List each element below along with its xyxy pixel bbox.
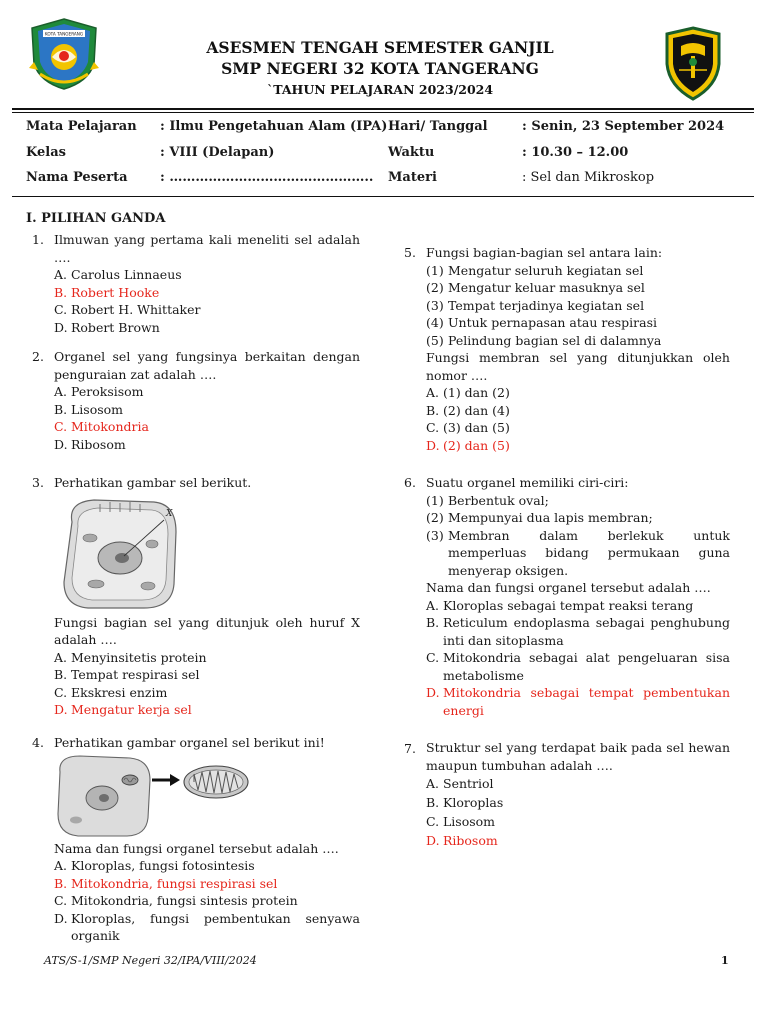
option-b[interactable]: B. Reticulum endoplasma sebagai penghubung inti dan sitoplasma xyxy=(426,615,730,648)
option-b[interactable]: B. (2) dan (4) xyxy=(426,402,510,418)
option-d[interactable]: D. Kloroplas, fungsi pembentukan senyawa organik xyxy=(54,910,360,943)
school-name: SMP NEGERI 32 KOTA TANGERANG xyxy=(221,59,539,78)
question-4 xyxy=(32,734,360,945)
time-value: : 10.30 – 12.00 xyxy=(522,145,629,160)
option-c[interactable]: C. Lisosom xyxy=(426,814,496,829)
question-text-after: Nama dan fungsi organel tersebut adalah …. xyxy=(54,840,339,856)
trait-1: (1) Berbentuk oval; xyxy=(426,492,549,508)
option-c[interactable]: C. Ekskresi enzim xyxy=(54,684,168,700)
question-number: 5. xyxy=(404,245,416,260)
exam-title: ASESMEN TENGAH SEMESTER GANJIL xyxy=(206,38,554,57)
question-3 xyxy=(32,474,360,719)
page-number: 1 xyxy=(721,954,729,967)
svg-text:X: X xyxy=(166,508,173,519)
statement-2: (2) Mengatur keluar masuknya sel xyxy=(426,280,645,295)
topic-value: : Sel dan Mikroskop xyxy=(522,170,655,185)
option-c[interactable]: C. Mitokondria, fungsi sintesis protein xyxy=(54,893,298,908)
option-a[interactable]: A. Kloroplas sebagai tempat reaksi terang xyxy=(426,597,694,613)
question-5 xyxy=(404,244,730,454)
option-c-correct[interactable]: C. Mitokondria xyxy=(54,419,149,434)
section-title: I. PILIHAN GANDA xyxy=(26,211,166,226)
option-d-correct[interactable]: D. Mengatur kerja sel xyxy=(54,702,192,717)
question-text: Ilmuwan yang pertama kali meneliti sel adalah …. xyxy=(54,232,360,265)
date-value: : Senin, 23 September 2024 xyxy=(522,119,725,134)
option-b[interactable]: B. Lisosom xyxy=(54,401,124,417)
statement-1: (1) Mengatur seluruh kegiatan sel xyxy=(426,262,644,278)
option-a[interactable]: A. Carolus Linnaeus xyxy=(54,267,182,282)
option-a[interactable]: A. Peroksisom xyxy=(54,384,144,399)
option-d[interactable]: D. Robert Brown xyxy=(54,319,160,335)
question-text: Perhatikan gambar sel berikut. xyxy=(54,475,252,490)
question-number: 2. xyxy=(32,349,44,364)
option-d-correct[interactable]: D. Mitokondria sebagai tempat pembentukan energi xyxy=(426,685,730,718)
option-b-correct[interactable]: B. Mitokondria, fungsi respirasi sel xyxy=(54,875,278,891)
option-a[interactable]: A. Menyinsitetis protein xyxy=(54,649,207,665)
question-6 xyxy=(404,474,730,719)
student-name-field[interactable]: : ……………………………………….. xyxy=(160,170,374,185)
question-text: Suatu organel memiliki ciri-ciri: xyxy=(426,475,629,490)
organelle-figure xyxy=(54,752,254,840)
option-a[interactable]: A. Sentriol xyxy=(426,776,494,791)
animal-cell-figure xyxy=(54,492,184,614)
statement-4: (4) Untuk pernapasan atau respirasi xyxy=(426,315,658,330)
question-number: 7. xyxy=(404,741,416,756)
question-number: 6. xyxy=(404,475,416,490)
option-b-correct[interactable]: B. Robert Hooke xyxy=(54,284,160,300)
statement-3: (3) Tempat terjadinya kegiatan sel xyxy=(426,297,645,313)
question-7 xyxy=(404,739,730,850)
subject-label: Mata Pelajaran xyxy=(26,119,137,134)
academic-year: `TAHUN PELAJARAN 2023/2024 xyxy=(266,82,494,97)
question-number: 1. xyxy=(32,232,44,247)
question-2 xyxy=(32,348,360,453)
question-number: 3. xyxy=(32,475,44,490)
question-text: Organel sel yang fungsinya berkaitan dengan penguraian zat adalah …. xyxy=(54,349,360,382)
topic-label: Materi xyxy=(388,170,437,185)
question-text: Struktur sel yang terdapat baik pada sel hewan maupun tumbuhan adalah …. xyxy=(426,740,730,773)
option-a[interactable]: A. Kloroplas, fungsi fotosintesis xyxy=(54,858,255,873)
question-text-after: Nama dan fungsi organel tersebut adalah …. xyxy=(426,580,711,595)
statement-5: (5) Pelindung bagian sel di dalamnya xyxy=(426,332,662,348)
svg-text:KOTA TANGERANG: KOTA TANGERANG xyxy=(44,31,84,37)
class-value: : VIII (Delapan) xyxy=(160,145,275,160)
header-rule-thin xyxy=(12,112,754,113)
question-number: 4. xyxy=(32,735,44,750)
student-name-label: Nama Peserta xyxy=(26,170,128,185)
question-text: Perhatikan gambar organel sel berikut ini! xyxy=(54,735,325,750)
footer-code: ATS/S-1/SMP Negeri 32/IPA/VIII/2024 xyxy=(44,954,257,967)
option-d-correct[interactable]: D. Ribosom xyxy=(426,833,498,848)
subject-value: : Ilmu Pengetahuan Alam (IPA) xyxy=(160,119,388,134)
question-text-after: Fungsi bagian sel yang ditunjuk oleh huruf X adalah …. xyxy=(54,614,360,647)
option-c[interactable]: C. Mitokondria sebagai alat pengeluaran sisa metabolisme xyxy=(426,650,730,683)
smp-32-logo xyxy=(661,26,725,102)
option-d-correct[interactable]: D. (2) dan (5) xyxy=(426,437,510,453)
trait-3: (3) Membran dalam berlekuk untuk memperluas bidang permukaan guna menyerap oksigen. xyxy=(426,527,730,578)
header-rule-thick xyxy=(12,108,754,110)
option-b[interactable]: B. Kloroplas xyxy=(426,795,504,810)
info-bottom-rule xyxy=(12,196,754,197)
question-text: Fungsi bagian-bagian sel antara lain: xyxy=(426,245,663,260)
trait-2: (2) Mempunyai dua lapis membran; xyxy=(426,510,653,525)
kota-tangerang-logo xyxy=(26,16,102,92)
option-d[interactable]: D. Ribosom xyxy=(54,436,126,452)
time-label: Waktu xyxy=(388,145,435,160)
class-label: Kelas xyxy=(26,145,66,160)
option-c[interactable]: C. (3) dan (5) xyxy=(426,420,510,435)
question-1 xyxy=(32,231,360,336)
option-c[interactable]: C. Robert H. Whittaker xyxy=(54,302,201,317)
date-label: Hari/ Tanggal xyxy=(388,119,488,134)
option-a[interactable]: A. (1) dan (2) xyxy=(426,385,510,400)
question-text-after: Fungsi membran sel yang ditunjukkan oleh nomor …. xyxy=(426,350,730,383)
option-b[interactable]: B. Tempat respirasi sel xyxy=(54,667,200,682)
